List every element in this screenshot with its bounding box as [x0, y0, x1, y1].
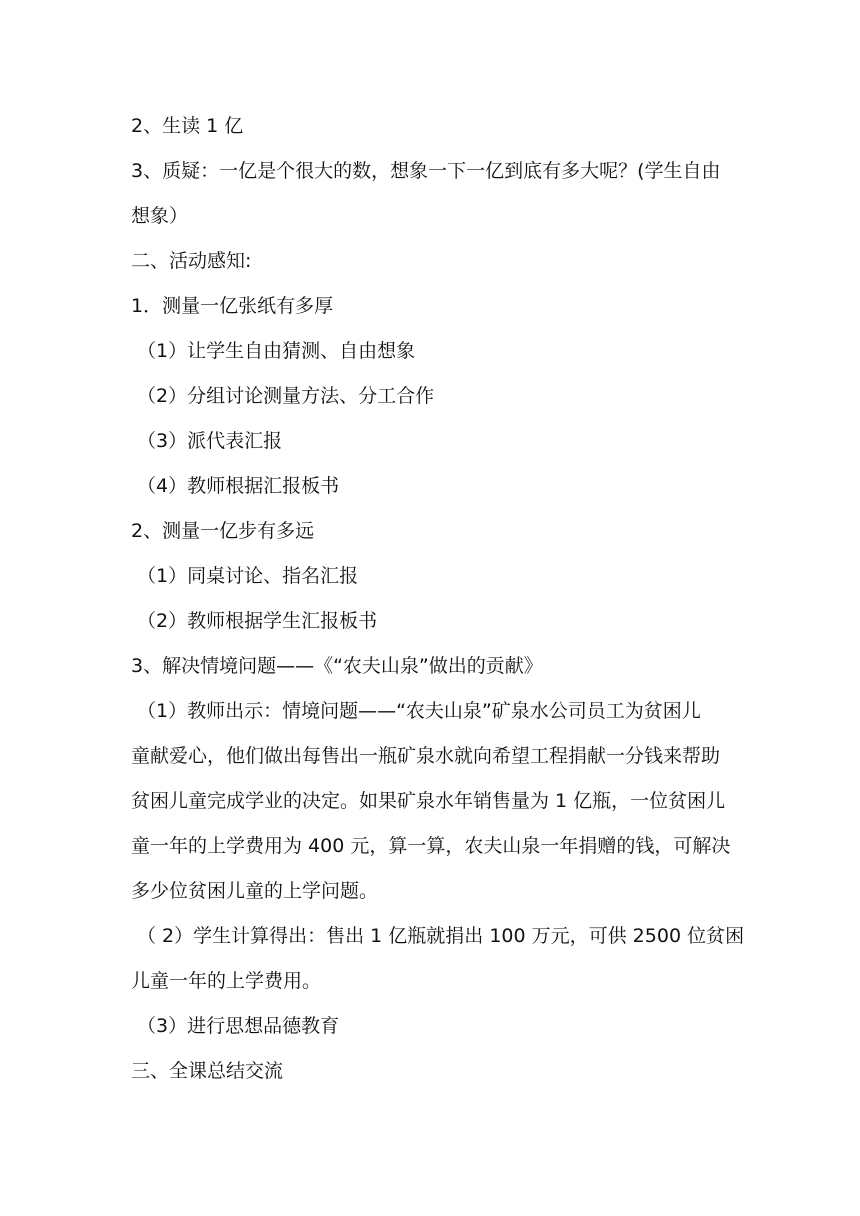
text-line: （1）让学生自由猜测、自由想象 — [137, 340, 416, 362]
text-line: 童一年的上学费用为 400 元，算一算，农夫山泉一年捐赠的钱，可解决 — [131, 835, 731, 857]
text-line: 想象） — [131, 205, 189, 227]
text-line: 2、测量一亿步有多远 — [131, 520, 315, 542]
text-line: （2）分组讨论测量方法、分工合作 — [137, 385, 435, 407]
text-line: 童献爱心，他们做出每售出一瓶矿泉水就向希望工程捐献一分钱来帮助 — [131, 745, 721, 767]
text-line: 3、解决情境问题——《“农夫山泉”做出的贡献》 — [131, 655, 543, 677]
text-line: 2、生读 1 亿 — [131, 115, 244, 137]
text-line: （4）教师根据汇报板书 — [137, 475, 340, 497]
section-heading: 三、全课总结交流 — [131, 1060, 284, 1082]
text-line: （1）教师出示：情境问题——“农夫山泉”矿泉水公司员工为贫困儿 — [137, 700, 701, 722]
text-line: 多少位贫困儿童的上学问题。 — [131, 880, 379, 902]
text-line: 1．测量一亿张纸有多厚 — [131, 295, 334, 317]
text-line: （2）教师根据学生汇报板书 — [137, 610, 378, 632]
text-line: （3）进行思想品德教育 — [137, 1015, 340, 1037]
section-heading: 二、活动感知: — [131, 250, 252, 272]
text-line: 儿童一年的上学费用。 — [131, 970, 322, 992]
text-line: 贫困儿童完成学业的决定。如果矿泉水年销售量为 1 亿瓶，一位贫困儿 — [131, 790, 726, 812]
text-line: （3）派代表汇报 — [137, 430, 283, 452]
text-line: 3、质疑：一亿是个很大的数，想象一下一亿到底有多大呢？(学生自由 — [131, 160, 721, 182]
text-line: （ 2）学生计算得出：售出 1 亿瓶就捐出 100 万元，可供 2500 位贫困 — [137, 925, 745, 947]
text-line: （1）同桌讨论、指名汇报 — [137, 565, 359, 587]
